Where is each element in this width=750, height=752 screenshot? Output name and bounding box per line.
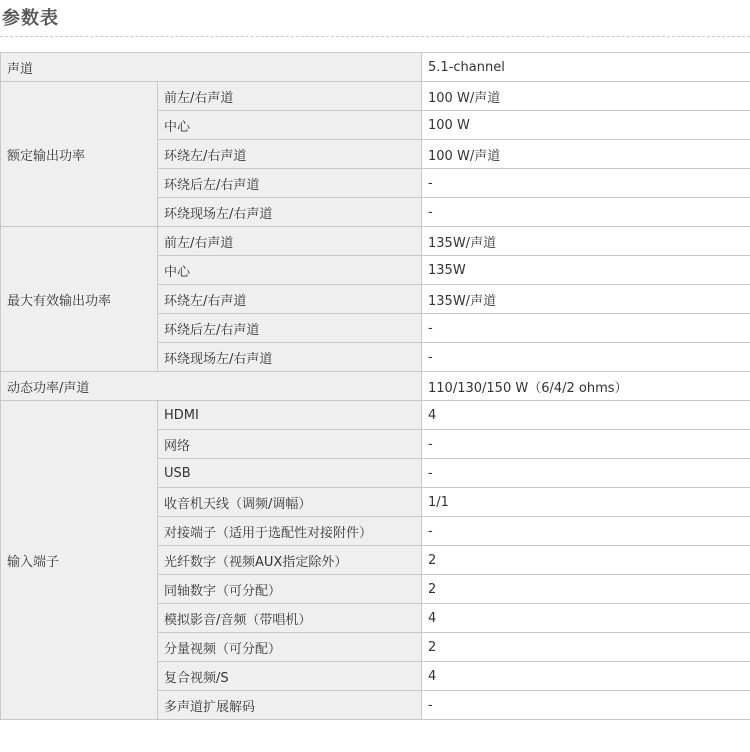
spec-value: -	[422, 343, 750, 372]
sub-label: USB	[158, 459, 422, 488]
spec-value: -	[422, 430, 750, 459]
sub-label: 前左/右声道	[158, 227, 422, 256]
spec-value: 4	[422, 604, 750, 633]
spec-value: 2	[422, 633, 750, 662]
sub-label: HDMI	[158, 401, 422, 430]
sub-label: 复合视频/S	[158, 662, 422, 691]
spec-value: 100 W/声道	[422, 140, 750, 169]
group-label: 最大有效输出功率	[1, 227, 158, 372]
spec-value: 100 W	[422, 111, 750, 140]
sub-label: 环绕后左/右声道	[158, 314, 422, 343]
sub-label: 对接端子（适用于选配性对接附件）	[158, 517, 422, 546]
spec-table	[0, 52, 750, 720]
spec-value: 2	[422, 575, 750, 604]
sub-label: 环绕左/右声道	[158, 285, 422, 314]
sub-label: 光纤数字（视频AUX指定除外）	[158, 546, 422, 575]
spec-label: 声道	[1, 53, 422, 82]
group-label: 额定输出功率	[1, 82, 158, 227]
sub-label: 多声道扩展解码	[158, 691, 422, 720]
spec-value: 100 W/声道	[422, 82, 750, 111]
spec-value: 2	[422, 546, 750, 575]
spec-value: -	[422, 314, 750, 343]
spec-label: 动态功率/声道	[1, 372, 422, 401]
spec-value: 135W	[422, 256, 750, 285]
spec-value: -	[422, 459, 750, 488]
table-row	[1, 401, 750, 430]
table-row	[1, 53, 750, 82]
spec-value: -	[422, 517, 750, 546]
sub-label: 环绕现场左/右声道	[158, 198, 422, 227]
sub-label: 环绕左/右声道	[158, 140, 422, 169]
sub-label: 分量视频（可分配）	[158, 633, 422, 662]
table-row	[1, 372, 750, 401]
sub-label: 环绕现场左/右声道	[158, 343, 422, 372]
group-label: 输入端子	[1, 401, 158, 720]
page-header	[0, 0, 750, 37]
spec-value: 4	[422, 662, 750, 691]
table-row	[1, 82, 750, 111]
spec-value: 4	[422, 401, 750, 430]
sub-label: 同轴数字（可分配）	[158, 575, 422, 604]
table-row	[1, 227, 750, 256]
page-title: 参数表	[2, 8, 59, 29]
spec-value: 110/130/150 W（6/4/2 ohms）	[422, 372, 750, 401]
spec-value: 135W/声道	[422, 227, 750, 256]
spec-value: -	[422, 691, 750, 720]
sub-label: 中心	[158, 111, 422, 140]
sub-label: 模拟影音/音频（带唱机）	[158, 604, 422, 633]
sub-label: 前左/右声道	[158, 82, 422, 111]
spec-value: 5.1-channel	[422, 53, 750, 82]
spec-value: -	[422, 198, 750, 227]
sub-label: 环绕后左/右声道	[158, 169, 422, 198]
sub-label: 中心	[158, 256, 422, 285]
sub-label: 收音机天线（调频/调幅）	[158, 488, 422, 517]
spec-value: 135W/声道	[422, 285, 750, 314]
spec-value: 1/1	[422, 488, 750, 517]
sub-label: 网络	[158, 430, 422, 459]
spec-value: -	[422, 169, 750, 198]
